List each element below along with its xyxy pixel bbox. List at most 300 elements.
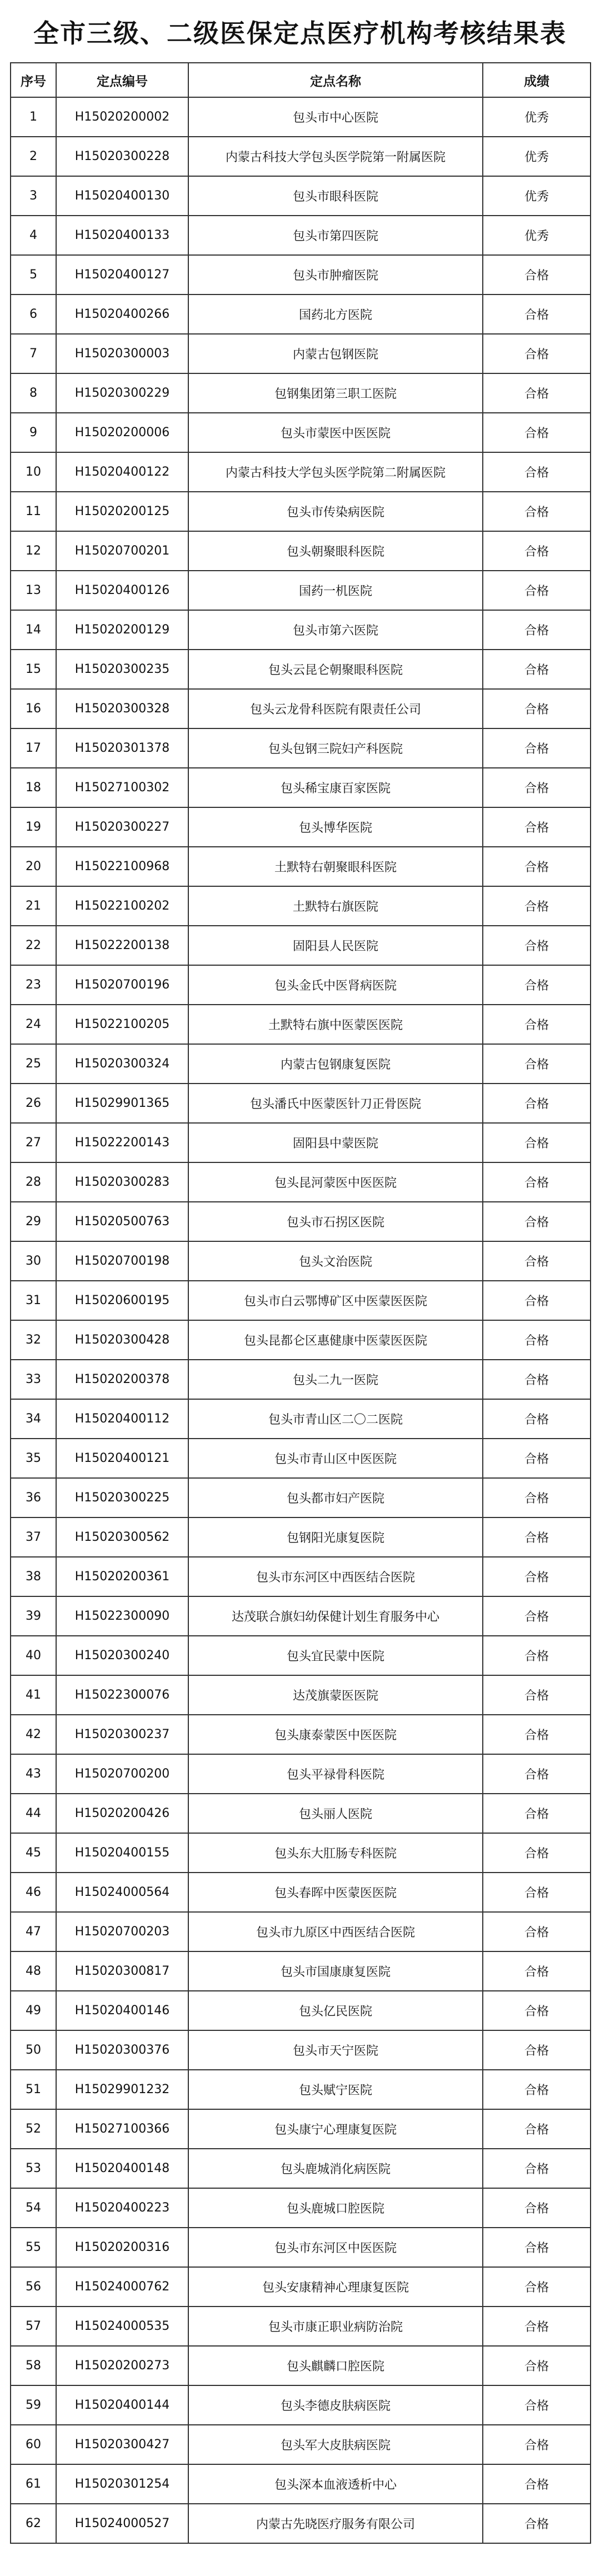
table-row: [11, 452, 591, 492]
header-no: 序号: [11, 63, 56, 97]
cell-result: 合格: [483, 1478, 591, 1517]
table-row: [11, 1912, 591, 1951]
table-row: [11, 334, 591, 373]
table-row: [11, 1044, 591, 1084]
cell-name: 包头潘氏中医蒙医针刀正骨医院: [188, 1084, 483, 1123]
cell-result: 合格: [483, 452, 591, 492]
cell-result: 合格: [483, 2504, 591, 2543]
cell-code: H15020400121: [56, 1439, 188, 1478]
cell-code: H15020400223: [56, 2188, 188, 2228]
table-row: [11, 1951, 591, 1991]
cell-code: H15020200378: [56, 1360, 188, 1399]
cell-name: 包头市青山区中医医院: [188, 1439, 483, 1478]
table-row: [11, 847, 591, 886]
table-row: [11, 1399, 591, 1439]
cell-no: 43: [11, 1754, 56, 1794]
cell-result: 合格: [483, 2385, 591, 2425]
cell-code: H15020400126: [56, 571, 188, 610]
cell-code: H15020400144: [56, 2385, 188, 2425]
cell-no: 55: [11, 2228, 56, 2267]
cell-no: 54: [11, 2188, 56, 2228]
cell-result: 合格: [483, 1044, 591, 1084]
cell-result: 合格: [483, 413, 591, 452]
table-row: [11, 1675, 591, 1715]
cell-name: 固阳县人民医院: [188, 926, 483, 965]
cell-no: 12: [11, 531, 56, 571]
cell-code: H15024000527: [56, 2504, 188, 2543]
cell-result: 合格: [483, 1991, 591, 2030]
cell-code: H15022100968: [56, 847, 188, 886]
cell-name: 包头市肿瘤医院: [188, 255, 483, 294]
table-row: [11, 413, 591, 452]
cell-name: 包头文治医院: [188, 1241, 483, 1281]
cell-no: 11: [11, 492, 56, 531]
table-row: [11, 2267, 591, 2307]
cell-code: H15020200006: [56, 413, 188, 452]
cell-name: 包钢集团第三职工医院: [188, 373, 483, 413]
cell-no: 27: [11, 1123, 56, 1162]
cell-code: H15022300076: [56, 1675, 188, 1715]
cell-result: 合格: [483, 571, 591, 610]
table-row: [11, 926, 591, 965]
cell-code: H15020700196: [56, 965, 188, 1005]
cell-name: 包头市国康康复医院: [188, 1951, 483, 1991]
cell-name: 包头亿民医院: [188, 1991, 483, 2030]
cell-name: 包头市传染病医院: [188, 492, 483, 531]
cell-result: 合格: [483, 1281, 591, 1320]
cell-no: 20: [11, 847, 56, 886]
cell-no: 14: [11, 610, 56, 650]
cell-name: 包头市石拐区医院: [188, 1202, 483, 1241]
cell-code: H15020400122: [56, 452, 188, 492]
cell-name: 包头市中心医院: [188, 97, 483, 137]
cell-name: 包头丽人医院: [188, 1794, 483, 1833]
cell-result: 合格: [483, 531, 591, 571]
cell-name: 包头市天宁医院: [188, 2030, 483, 2070]
cell-code: H15022300090: [56, 1596, 188, 1636]
table-body: [11, 97, 591, 2543]
cell-result: 合格: [483, 1517, 591, 1557]
cell-code: H15020300428: [56, 1320, 188, 1360]
cell-name: 包头包钢三院妇产科医院: [188, 728, 483, 768]
cell-no: 56: [11, 2267, 56, 2307]
cell-name: 土默特右朝聚眼科医院: [188, 847, 483, 886]
cell-code: H15020200125: [56, 492, 188, 531]
cell-name: 包头康泰蒙医中医医院: [188, 1715, 483, 1754]
cell-code: H15020400155: [56, 1833, 188, 1873]
cell-name: 包头鹿城消化病医院: [188, 2149, 483, 2188]
cell-code: H15022100205: [56, 1005, 188, 1044]
cell-result: 合格: [483, 2464, 591, 2504]
cell-no: 17: [11, 728, 56, 768]
cell-code: H15020300229: [56, 373, 188, 413]
page-title: 全市三级、二级医保定点医疗机构考核结果表: [33, 18, 567, 48]
cell-result: 合格: [483, 965, 591, 1005]
cell-code: H15024000762: [56, 2267, 188, 2307]
cell-no: 7: [11, 334, 56, 373]
cell-no: 19: [11, 807, 56, 847]
cell-no: 6: [11, 294, 56, 334]
table-row: [11, 531, 591, 571]
table-row: [11, 1715, 591, 1754]
cell-result: 合格: [483, 1241, 591, 1281]
cell-name: 土默特右旗医院: [188, 886, 483, 926]
table-row: [11, 1596, 591, 1636]
table-row: [11, 1991, 591, 2030]
cell-result: 合格: [483, 1320, 591, 1360]
table-row: [11, 1202, 591, 1241]
cell-result: 合格: [483, 2109, 591, 2149]
cell-no: 33: [11, 1360, 56, 1399]
table-row: [11, 2149, 591, 2188]
cell-no: 60: [11, 2425, 56, 2464]
cell-name: 包钢阳光康复医院: [188, 1517, 483, 1557]
cell-code: H15020700203: [56, 1912, 188, 1951]
cell-no: 23: [11, 965, 56, 1005]
cell-result: 合格: [483, 2188, 591, 2228]
cell-name: 包头市白云鄂博矿区中医蒙医医院: [188, 1281, 483, 1320]
cell-name: 包头博华医院: [188, 807, 483, 847]
cell-code: H15022100202: [56, 886, 188, 926]
cell-name: 包头宜民蒙中医院: [188, 1636, 483, 1675]
cell-code: H15020300237: [56, 1715, 188, 1754]
cell-result: 合格: [483, 492, 591, 531]
cell-result: 合格: [483, 1833, 591, 1873]
cell-no: 5: [11, 255, 56, 294]
cell-code: H15020300225: [56, 1478, 188, 1517]
cell-no: 48: [11, 1951, 56, 1991]
cell-name: 达茂旗蒙医医院: [188, 1675, 483, 1715]
table-row: [11, 2228, 591, 2267]
table-row: [11, 176, 591, 216]
cell-no: 36: [11, 1478, 56, 1517]
header-result: 成绩: [483, 63, 591, 97]
cell-name: 包头鹿城口腔医院: [188, 2188, 483, 2228]
cell-name: 包头朝聚眼科医院: [188, 531, 483, 571]
results-table: [10, 62, 591, 2544]
cell-name: 包头麒麟口腔医院: [188, 2346, 483, 2385]
cell-result: 合格: [483, 1202, 591, 1241]
table-row: [11, 1241, 591, 1281]
table-row: [11, 1320, 591, 1360]
cell-name: 包头李德皮肤病医院: [188, 2385, 483, 2425]
cell-result: 合格: [483, 2228, 591, 2267]
table-row: [11, 1794, 591, 1833]
cell-code: H15020300427: [56, 2425, 188, 2464]
header-name: 定点名称: [188, 63, 483, 97]
cell-code: H15020700198: [56, 1241, 188, 1281]
cell-no: 40: [11, 1636, 56, 1675]
cell-code: H15029901365: [56, 1084, 188, 1123]
cell-no: 13: [11, 571, 56, 610]
table-row: [11, 1754, 591, 1794]
cell-code: H15020300240: [56, 1636, 188, 1675]
table-row: [11, 728, 591, 768]
table-row: [11, 1005, 591, 1044]
cell-code: H15020301254: [56, 2464, 188, 2504]
cell-name: 国药一机医院: [188, 571, 483, 610]
table-row: [11, 1873, 591, 1912]
cell-no: 25: [11, 1044, 56, 1084]
cell-name: 固阳县中蒙医院: [188, 1123, 483, 1162]
table-row: [11, 1833, 591, 1873]
cell-no: 41: [11, 1675, 56, 1715]
cell-code: H15020200273: [56, 2346, 188, 2385]
table-header-row: [11, 63, 591, 97]
cell-no: 21: [11, 886, 56, 926]
cell-name: 包头康宁心理康复医院: [188, 2109, 483, 2149]
cell-result: 合格: [483, 1951, 591, 1991]
cell-result: 合格: [483, 1794, 591, 1833]
cell-code: H15020400130: [56, 176, 188, 216]
cell-result: 合格: [483, 926, 591, 965]
cell-name: 包头市第六医院: [188, 610, 483, 650]
cell-no: 46: [11, 1873, 56, 1912]
cell-code: H15020200316: [56, 2228, 188, 2267]
cell-result: 合格: [483, 2346, 591, 2385]
cell-no: 57: [11, 2307, 56, 2346]
cell-result: 合格: [483, 2070, 591, 2109]
cell-result: 优秀: [483, 216, 591, 255]
cell-name: 包头昆河蒙医中医医院: [188, 1162, 483, 1202]
cell-result: 合格: [483, 1912, 591, 1951]
cell-result: 合格: [483, 1636, 591, 1675]
cell-name: 包头金氏中医肾病医院: [188, 965, 483, 1005]
table-row: [11, 689, 591, 728]
cell-code: H15022200143: [56, 1123, 188, 1162]
cell-no: 15: [11, 650, 56, 689]
cell-name: 包头安康精神心理康复医院: [188, 2267, 483, 2307]
cell-code: H15020300228: [56, 137, 188, 176]
cell-name: 包头市蒙医中医医院: [188, 413, 483, 452]
cell-code: H15020400148: [56, 2149, 188, 2188]
cell-no: 24: [11, 1005, 56, 1044]
table-row: [11, 1084, 591, 1123]
cell-code: H15020200426: [56, 1794, 188, 1833]
cell-code: H15020500763: [56, 1202, 188, 1241]
cell-result: 合格: [483, 650, 591, 689]
cell-result: 合格: [483, 768, 591, 807]
cell-result: 合格: [483, 2425, 591, 2464]
cell-no: 53: [11, 2149, 56, 2188]
cell-result: 合格: [483, 1596, 591, 1636]
cell-code: H15020700200: [56, 1754, 188, 1794]
cell-code: H15020300283: [56, 1162, 188, 1202]
table-row: [11, 571, 591, 610]
cell-code: H15027100302: [56, 768, 188, 807]
table-row: [11, 1478, 591, 1517]
cell-no: 30: [11, 1241, 56, 1281]
table-row: [11, 1439, 591, 1478]
cell-result: 合格: [483, 1005, 591, 1044]
cell-no: 1: [11, 97, 56, 137]
cell-result: 合格: [483, 2149, 591, 2188]
cell-result: 合格: [483, 2307, 591, 2346]
cell-no: 28: [11, 1162, 56, 1202]
cell-name: 包头都市妇产医院: [188, 1478, 483, 1517]
header-code: 定点编号: [56, 63, 188, 97]
cell-result: 合格: [483, 294, 591, 334]
cell-no: 31: [11, 1281, 56, 1320]
cell-no: 42: [11, 1715, 56, 1754]
cell-result: 合格: [483, 1754, 591, 1794]
table-row: [11, 2188, 591, 2228]
cell-no: 50: [11, 2030, 56, 2070]
cell-result: 合格: [483, 689, 591, 728]
cell-result: 优秀: [483, 176, 591, 216]
table-row: [11, 216, 591, 255]
cell-code: H15020400112: [56, 1399, 188, 1439]
cell-result: 合格: [483, 1123, 591, 1162]
cell-name: 土默特右旗中医蒙医医院: [188, 1005, 483, 1044]
cell-name: 包头市东河区中医医院: [188, 2228, 483, 2267]
cell-result: 合格: [483, 2030, 591, 2070]
cell-code: H15020200361: [56, 1557, 188, 1596]
cell-result: 合格: [483, 1557, 591, 1596]
cell-result: 优秀: [483, 137, 591, 176]
table-row: [11, 2385, 591, 2425]
cell-name: 包头云昆仑朝聚眼科医院: [188, 650, 483, 689]
cell-code: H15020300235: [56, 650, 188, 689]
cell-no: 26: [11, 1084, 56, 1123]
cell-name: 包头东大肛肠专科医院: [188, 1833, 483, 1873]
cell-no: 10: [11, 452, 56, 492]
cell-no: 16: [11, 689, 56, 728]
cell-code: H15020300003: [56, 334, 188, 373]
table-row: [11, 2504, 591, 2543]
cell-code: H15020200002: [56, 97, 188, 137]
table-row: [11, 492, 591, 531]
cell-code: H15020400266: [56, 294, 188, 334]
cell-code: H15022200138: [56, 926, 188, 965]
cell-name: 内蒙古科技大学包头医学院第一附属医院: [188, 137, 483, 176]
cell-result: 合格: [483, 334, 591, 373]
cell-result: 合格: [483, 1675, 591, 1715]
table-row: [11, 294, 591, 334]
cell-name: 包头稀宝康百家医院: [188, 768, 483, 807]
table-row: [11, 768, 591, 807]
table-row: [11, 1517, 591, 1557]
cell-no: 18: [11, 768, 56, 807]
cell-no: 34: [11, 1399, 56, 1439]
cell-no: 35: [11, 1439, 56, 1478]
cell-result: 合格: [483, 373, 591, 413]
cell-name: 包头春晖中医蒙医医院: [188, 1873, 483, 1912]
cell-no: 47: [11, 1912, 56, 1951]
table-row: [11, 650, 591, 689]
cell-name: 包头市第四医院: [188, 216, 483, 255]
cell-code: H15020400146: [56, 1991, 188, 2030]
cell-name: 包头平禄骨科医院: [188, 1754, 483, 1794]
cell-no: 45: [11, 1833, 56, 1873]
table-row: [11, 1281, 591, 1320]
cell-code: H15020400133: [56, 216, 188, 255]
cell-result: 合格: [483, 807, 591, 847]
cell-no: 39: [11, 1596, 56, 1636]
cell-result: 合格: [483, 886, 591, 926]
cell-code: H15020300562: [56, 1517, 188, 1557]
cell-result: 合格: [483, 1360, 591, 1399]
cell-code: H15027100366: [56, 2109, 188, 2149]
cell-code: H15020300324: [56, 1044, 188, 1084]
table-row: [11, 1123, 591, 1162]
cell-code: H15024000535: [56, 2307, 188, 2346]
cell-name: 包头市九原区中西医结合医院: [188, 1912, 483, 1951]
cell-no: 29: [11, 1202, 56, 1241]
table-row: [11, 255, 591, 294]
cell-result: 合格: [483, 1399, 591, 1439]
table-row: [11, 137, 591, 176]
cell-result: 合格: [483, 1084, 591, 1123]
cell-name: 包头市东河区中西医结合医院: [188, 1557, 483, 1596]
cell-no: 51: [11, 2070, 56, 2109]
table-row: [11, 965, 591, 1005]
cell-name: 包头昆都仑区惠健康中医蒙医医院: [188, 1320, 483, 1360]
table-row: [11, 807, 591, 847]
cell-no: 3: [11, 176, 56, 216]
table-row: [11, 2030, 591, 2070]
cell-name: 包头市眼科医院: [188, 176, 483, 216]
table-row: [11, 2464, 591, 2504]
cell-name: 包头二九一医院: [188, 1360, 483, 1399]
cell-result: 合格: [483, 610, 591, 650]
cell-name: 内蒙古先晓医疗服务有限公司: [188, 2504, 483, 2543]
cell-name: 包头市康正职业病防治院: [188, 2307, 483, 2346]
cell-no: 52: [11, 2109, 56, 2149]
table-row: [11, 1557, 591, 1596]
cell-code: H15020300376: [56, 2030, 188, 2070]
table-row: [11, 2070, 591, 2109]
cell-code: H15024000564: [56, 1873, 188, 1912]
cell-code: H15020300817: [56, 1951, 188, 1991]
cell-code: H15020700201: [56, 531, 188, 571]
table-row: [11, 2109, 591, 2149]
table-row: [11, 1162, 591, 1202]
cell-result: 优秀: [483, 97, 591, 137]
table-row: [11, 2307, 591, 2346]
cell-code: H15020301378: [56, 728, 188, 768]
cell-no: 4: [11, 216, 56, 255]
table-row: [11, 97, 591, 137]
table-row: [11, 1636, 591, 1675]
cell-no: 49: [11, 1991, 56, 2030]
cell-result: 合格: [483, 728, 591, 768]
cell-name: 包头市青山区二〇二医院: [188, 1399, 483, 1439]
cell-name: 国药北方医院: [188, 294, 483, 334]
table-row: [11, 373, 591, 413]
cell-no: 44: [11, 1794, 56, 1833]
cell-code: H15020300227: [56, 807, 188, 847]
cell-name: 包头云龙骨科医院有限责任公司: [188, 689, 483, 728]
cell-result: 合格: [483, 1715, 591, 1754]
cell-no: 8: [11, 373, 56, 413]
cell-name: 内蒙古包钢康复医院: [188, 1044, 483, 1084]
cell-name: 内蒙古包钢医院: [188, 334, 483, 373]
table-row: [11, 610, 591, 650]
cell-name: 包头深本血液透析中心: [188, 2464, 483, 2504]
cell-code: H15020200129: [56, 610, 188, 650]
cell-result: 合格: [483, 2267, 591, 2307]
cell-no: 61: [11, 2464, 56, 2504]
cell-no: 9: [11, 413, 56, 452]
cell-no: 37: [11, 1517, 56, 1557]
cell-result: 合格: [483, 1162, 591, 1202]
cell-result: 合格: [483, 255, 591, 294]
cell-code: H15020600195: [56, 1281, 188, 1320]
cell-result: 合格: [483, 847, 591, 886]
table-row: [11, 886, 591, 926]
cell-name: 包头军大皮肤病医院: [188, 2425, 483, 2464]
